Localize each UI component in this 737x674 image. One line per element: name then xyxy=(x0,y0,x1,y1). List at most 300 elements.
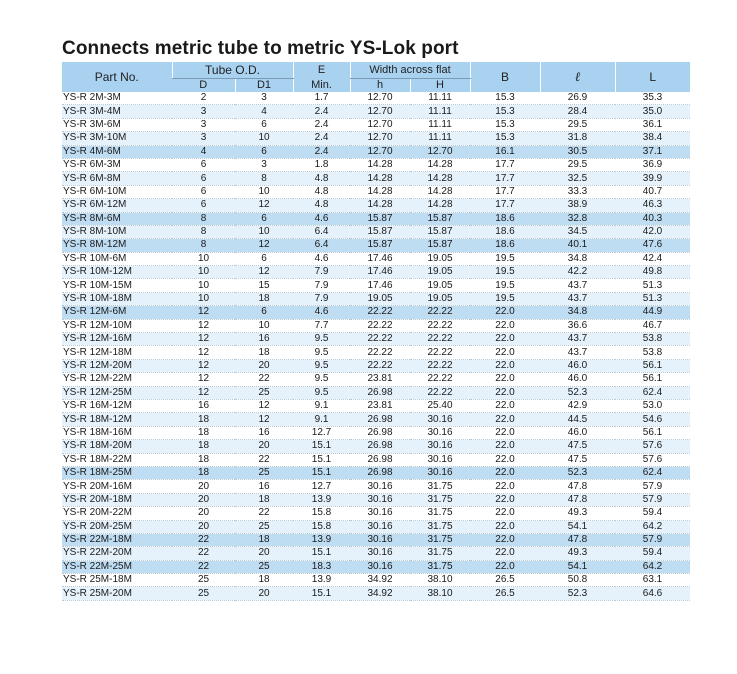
l-cell: 63.1 xyxy=(615,574,690,587)
h-small-cell: 15.87 xyxy=(350,225,410,238)
d-cell: 3 xyxy=(172,118,235,131)
part-no-cell: YS-R 10M-18M xyxy=(62,292,172,305)
e-min-cell: 2.4 xyxy=(293,145,350,158)
l-cell: 53.0 xyxy=(615,399,690,412)
header-d1: D1 xyxy=(235,79,293,93)
b-cell: 22.0 xyxy=(470,399,540,412)
part-no-cell: YS-R 4M-6M xyxy=(62,145,172,158)
d1-cell: 12 xyxy=(235,413,293,426)
d-cell: 10 xyxy=(172,292,235,305)
d1-cell: 15 xyxy=(235,279,293,292)
h-big-cell: 22.22 xyxy=(410,306,470,319)
d1-cell: 18 xyxy=(235,533,293,546)
l-cell: 42.0 xyxy=(615,225,690,238)
part-no-cell: YS-R 6M-12M xyxy=(62,199,172,212)
l-cell: 57.9 xyxy=(615,480,690,493)
table-row xyxy=(62,158,690,171)
l-script-cell: 33.3 xyxy=(540,185,615,198)
h-big-cell: 30.16 xyxy=(410,426,470,439)
e-min-cell: 7.9 xyxy=(293,266,350,279)
l-script-cell: 40.1 xyxy=(540,239,615,252)
h-small-cell: 26.98 xyxy=(350,440,410,453)
l-script-cell: 46.0 xyxy=(540,426,615,439)
l-script-cell: 46.0 xyxy=(540,373,615,386)
table-row xyxy=(62,172,690,185)
table-row xyxy=(62,493,690,506)
l-cell: 38.4 xyxy=(615,132,690,145)
l-cell: 44.9 xyxy=(615,306,690,319)
b-cell: 26.5 xyxy=(470,587,540,600)
h-big-cell: 30.16 xyxy=(410,466,470,479)
b-cell: 19.5 xyxy=(470,279,540,292)
d1-cell: 12 xyxy=(235,239,293,252)
l-script-cell: 50.8 xyxy=(540,574,615,587)
l-cell: 51.3 xyxy=(615,279,690,292)
d1-cell: 16 xyxy=(235,426,293,439)
d1-cell: 12 xyxy=(235,266,293,279)
b-cell: 22.0 xyxy=(470,426,540,439)
d1-cell: 25 xyxy=(235,466,293,479)
part-no-cell: YS-R 3M-6M xyxy=(62,118,172,131)
h-small-cell: 26.98 xyxy=(350,413,410,426)
l-script-cell: 26.9 xyxy=(540,92,615,105)
d-cell: 22 xyxy=(172,547,235,560)
part-no-cell: YS-R 12M-6M xyxy=(62,306,172,319)
h-small-cell: 30.16 xyxy=(350,520,410,533)
part-no-cell: YS-R 22M-25M xyxy=(62,560,172,573)
d-cell: 18 xyxy=(172,413,235,426)
table-row xyxy=(62,92,690,105)
b-cell: 22.0 xyxy=(470,359,540,372)
b-cell: 22.0 xyxy=(470,386,540,399)
e-min-cell: 4.6 xyxy=(293,212,350,225)
e-min-cell: 9.1 xyxy=(293,413,350,426)
d1-cell: 20 xyxy=(235,440,293,453)
table-row xyxy=(62,252,690,265)
d1-cell: 3 xyxy=(235,92,293,105)
l-script-cell: 52.3 xyxy=(540,466,615,479)
e-min-cell: 4.8 xyxy=(293,172,350,185)
e-min-cell: 15.1 xyxy=(293,453,350,466)
d-cell: 25 xyxy=(172,587,235,600)
d-cell: 22 xyxy=(172,533,235,546)
h-big-cell: 25.40 xyxy=(410,399,470,412)
l-cell: 57.6 xyxy=(615,440,690,453)
d1-cell: 12 xyxy=(235,199,293,212)
d1-cell: 10 xyxy=(235,225,293,238)
l-cell: 54.6 xyxy=(615,413,690,426)
l-cell: 57.9 xyxy=(615,533,690,546)
d-cell: 10 xyxy=(172,266,235,279)
e-min-cell: 7.9 xyxy=(293,292,350,305)
l-cell: 57.9 xyxy=(615,493,690,506)
b-cell: 22.0 xyxy=(470,480,540,493)
h-small-cell: 14.28 xyxy=(350,199,410,212)
d1-cell: 6 xyxy=(235,118,293,131)
table-row xyxy=(62,480,690,493)
d1-cell: 6 xyxy=(235,145,293,158)
d1-cell: 20 xyxy=(235,547,293,560)
l-cell: 56.1 xyxy=(615,373,690,386)
d-cell: 18 xyxy=(172,426,235,439)
e-min-cell: 12.7 xyxy=(293,426,350,439)
d-cell: 12 xyxy=(172,386,235,399)
l-cell: 56.1 xyxy=(615,426,690,439)
l-script-cell: 52.3 xyxy=(540,587,615,600)
d-cell: 20 xyxy=(172,493,235,506)
b-cell: 17.7 xyxy=(470,185,540,198)
l-cell: 37.1 xyxy=(615,145,690,158)
h-big-cell: 22.22 xyxy=(410,359,470,372)
l-script-cell: 54.1 xyxy=(540,520,615,533)
l-script-cell: 34.5 xyxy=(540,225,615,238)
table-row xyxy=(62,145,690,158)
l-cell: 40.7 xyxy=(615,185,690,198)
d-cell: 10 xyxy=(172,252,235,265)
e-min-cell: 13.9 xyxy=(293,493,350,506)
h-small-cell: 17.46 xyxy=(350,266,410,279)
l-script-cell: 42.2 xyxy=(540,266,615,279)
part-no-cell: YS-R 18M-22M xyxy=(62,453,172,466)
e-min-cell: 15.1 xyxy=(293,547,350,560)
part-no-cell: YS-R 20M-18M xyxy=(62,493,172,506)
b-cell: 22.0 xyxy=(470,520,540,533)
b-cell: 15.3 xyxy=(470,118,540,131)
b-cell: 15.3 xyxy=(470,132,540,145)
l-script-cell: 47.8 xyxy=(540,533,615,546)
table-row xyxy=(62,587,690,600)
table-row xyxy=(62,212,690,225)
b-cell: 22.0 xyxy=(470,507,540,520)
part-no-cell: YS-R 2M-3M xyxy=(62,92,172,105)
h-big-cell: 14.28 xyxy=(410,185,470,198)
e-min-cell: 9.5 xyxy=(293,386,350,399)
h-big-cell: 11.11 xyxy=(410,118,470,131)
b-cell: 26.5 xyxy=(470,574,540,587)
h-big-cell: 31.75 xyxy=(410,507,470,520)
l-cell: 36.9 xyxy=(615,158,690,171)
h-small-cell: 14.28 xyxy=(350,158,410,171)
part-no-cell: YS-R 6M-8M xyxy=(62,172,172,185)
l-cell: 35.3 xyxy=(615,92,690,105)
e-min-cell: 9.5 xyxy=(293,346,350,359)
e-min-cell: 4.8 xyxy=(293,185,350,198)
l-script-cell: 47.8 xyxy=(540,480,615,493)
l-script-cell: 49.3 xyxy=(540,547,615,560)
d-cell: 4 xyxy=(172,145,235,158)
table-row xyxy=(62,373,690,386)
d-cell: 20 xyxy=(172,520,235,533)
part-no-cell: YS-R 20M-16M xyxy=(62,480,172,493)
h-small-cell: 30.16 xyxy=(350,533,410,546)
b-cell: 22.0 xyxy=(470,533,540,546)
h-small-cell: 30.16 xyxy=(350,480,410,493)
h-big-cell: 14.28 xyxy=(410,158,470,171)
b-cell: 22.0 xyxy=(470,306,540,319)
h-big-cell: 22.22 xyxy=(410,373,470,386)
d1-cell: 10 xyxy=(235,132,293,145)
table-title: Connects metric tube to metric YS-Lok port xyxy=(62,38,459,59)
header-l: L xyxy=(615,62,690,92)
b-cell: 22.0 xyxy=(470,373,540,386)
b-cell: 18.6 xyxy=(470,212,540,225)
table-row xyxy=(62,185,690,198)
table-row xyxy=(62,466,690,479)
table-row xyxy=(62,426,690,439)
part-no-cell: YS-R 25M-20M xyxy=(62,587,172,600)
h-small-cell: 34.92 xyxy=(350,574,410,587)
l-script-cell: 28.4 xyxy=(540,105,615,118)
table-row xyxy=(62,225,690,238)
table-row xyxy=(62,333,690,346)
d-cell: 10 xyxy=(172,279,235,292)
l-cell: 40.3 xyxy=(615,212,690,225)
header-l-script: ℓ xyxy=(540,62,615,92)
d-cell: 18 xyxy=(172,440,235,453)
h-big-cell: 22.22 xyxy=(410,319,470,332)
table-row xyxy=(62,386,690,399)
l-script-cell: 42.9 xyxy=(540,399,615,412)
part-no-cell: YS-R 22M-18M xyxy=(62,533,172,546)
e-min-cell: 6.4 xyxy=(293,239,350,252)
l-script-cell: 29.5 xyxy=(540,118,615,131)
h-small-cell: 26.98 xyxy=(350,453,410,466)
b-cell: 22.0 xyxy=(470,346,540,359)
h-small-cell: 12.70 xyxy=(350,118,410,131)
d1-cell: 22 xyxy=(235,453,293,466)
h-big-cell: 31.75 xyxy=(410,533,470,546)
part-no-cell: YS-R 3M-10M xyxy=(62,132,172,145)
h-small-cell: 14.28 xyxy=(350,172,410,185)
e-min-cell: 13.9 xyxy=(293,574,350,587)
d-cell: 6 xyxy=(172,172,235,185)
d1-cell: 18 xyxy=(235,574,293,587)
table-row xyxy=(62,199,690,212)
l-script-cell: 52.3 xyxy=(540,386,615,399)
e-min-cell: 2.4 xyxy=(293,132,350,145)
d-cell: 16 xyxy=(172,399,235,412)
b-cell: 22.0 xyxy=(470,547,540,560)
h-big-cell: 15.87 xyxy=(410,212,470,225)
d-cell: 12 xyxy=(172,359,235,372)
b-cell: 19.5 xyxy=(470,266,540,279)
h-big-cell: 14.28 xyxy=(410,172,470,185)
d-cell: 2 xyxy=(172,92,235,105)
b-cell: 22.0 xyxy=(470,319,540,332)
table-row xyxy=(62,547,690,560)
l-cell: 36.1 xyxy=(615,118,690,131)
part-no-cell: YS-R 22M-20M xyxy=(62,547,172,560)
h-big-cell: 22.22 xyxy=(410,386,470,399)
h-small-cell: 14.28 xyxy=(350,185,410,198)
l-script-cell: 36.6 xyxy=(540,319,615,332)
d-cell: 12 xyxy=(172,346,235,359)
e-min-cell: 9.5 xyxy=(293,333,350,346)
b-cell: 19.5 xyxy=(470,252,540,265)
d1-cell: 18 xyxy=(235,493,293,506)
b-cell: 15.3 xyxy=(470,92,540,105)
table-row xyxy=(62,440,690,453)
e-min-cell: 2.4 xyxy=(293,118,350,131)
e-min-cell: 13.9 xyxy=(293,533,350,546)
h-big-cell: 31.75 xyxy=(410,520,470,533)
table-row xyxy=(62,533,690,546)
l-script-cell: 32.8 xyxy=(540,212,615,225)
e-min-cell: 9.1 xyxy=(293,399,350,412)
part-no-cell: YS-R 18M-12M xyxy=(62,413,172,426)
b-cell: 22.0 xyxy=(470,493,540,506)
h-big-cell: 22.22 xyxy=(410,333,470,346)
l-script-cell: 54.1 xyxy=(540,560,615,573)
b-cell: 19.5 xyxy=(470,292,540,305)
d-cell: 3 xyxy=(172,105,235,118)
d1-cell: 25 xyxy=(235,520,293,533)
h-small-cell: 19.05 xyxy=(350,292,410,305)
d-cell: 18 xyxy=(172,453,235,466)
part-no-cell: YS-R 8M-12M xyxy=(62,239,172,252)
h-small-cell: 17.46 xyxy=(350,252,410,265)
h-small-cell: 22.22 xyxy=(350,319,410,332)
h-big-cell: 31.75 xyxy=(410,560,470,573)
b-cell: 17.7 xyxy=(470,172,540,185)
d1-cell: 20 xyxy=(235,587,293,600)
h-small-cell: 12.70 xyxy=(350,92,410,105)
d1-cell: 25 xyxy=(235,560,293,573)
h-small-cell: 30.16 xyxy=(350,493,410,506)
h-small-cell: 15.87 xyxy=(350,239,410,252)
d1-cell: 18 xyxy=(235,292,293,305)
l-script-cell: 47.5 xyxy=(540,453,615,466)
b-cell: 22.0 xyxy=(470,333,540,346)
table-row xyxy=(62,279,690,292)
table-row xyxy=(62,319,690,332)
d1-cell: 4 xyxy=(235,105,293,118)
d-cell: 6 xyxy=(172,199,235,212)
part-no-cell: YS-R 10M-6M xyxy=(62,252,172,265)
d-cell: 8 xyxy=(172,212,235,225)
part-no-cell: YS-R 16M-12M xyxy=(62,399,172,412)
e-min-cell: 4.6 xyxy=(293,306,350,319)
h-big-cell: 30.16 xyxy=(410,453,470,466)
d1-cell: 18 xyxy=(235,346,293,359)
d1-cell: 16 xyxy=(235,333,293,346)
l-script-cell: 43.7 xyxy=(540,292,615,305)
d-cell: 12 xyxy=(172,373,235,386)
l-cell: 53.8 xyxy=(615,333,690,346)
h-small-cell: 22.22 xyxy=(350,333,410,346)
h-big-cell: 14.28 xyxy=(410,199,470,212)
h-big-cell: 30.16 xyxy=(410,413,470,426)
l-script-cell: 43.7 xyxy=(540,279,615,292)
l-script-cell: 43.7 xyxy=(540,346,615,359)
table-body xyxy=(62,92,690,600)
part-no-cell: YS-R 20M-25M xyxy=(62,520,172,533)
b-cell: 18.6 xyxy=(470,239,540,252)
h-big-cell: 12.70 xyxy=(410,145,470,158)
l-script-cell: 30.5 xyxy=(540,145,615,158)
l-script-cell: 31.8 xyxy=(540,132,615,145)
h-big-cell: 31.75 xyxy=(410,547,470,560)
part-no-cell: YS-R 10M-12M xyxy=(62,266,172,279)
l-script-cell: 32.5 xyxy=(540,172,615,185)
l-script-cell: 47.8 xyxy=(540,493,615,506)
d-cell: 20 xyxy=(172,507,235,520)
h-big-cell: 38.10 xyxy=(410,587,470,600)
b-cell: 15.3 xyxy=(470,105,540,118)
d-cell: 25 xyxy=(172,574,235,587)
part-no-cell: YS-R 6M-10M xyxy=(62,185,172,198)
h-big-cell: 11.11 xyxy=(410,92,470,105)
b-cell: 22.0 xyxy=(470,413,540,426)
table-row xyxy=(62,105,690,118)
b-cell: 16.1 xyxy=(470,145,540,158)
d1-cell: 12 xyxy=(235,399,293,412)
l-script-cell: 29.5 xyxy=(540,158,615,171)
table-row xyxy=(62,132,690,145)
h-big-cell: 38.10 xyxy=(410,574,470,587)
table-row xyxy=(62,520,690,533)
d1-cell: 10 xyxy=(235,319,293,332)
part-no-cell: YS-R 3M-4M xyxy=(62,105,172,118)
d-cell: 12 xyxy=(172,333,235,346)
h-small-cell: 34.92 xyxy=(350,587,410,600)
e-min-cell: 1.7 xyxy=(293,92,350,105)
l-cell: 47.6 xyxy=(615,239,690,252)
e-min-cell: 9.5 xyxy=(293,359,350,372)
part-no-cell: YS-R 10M-15M xyxy=(62,279,172,292)
part-no-cell: YS-R 12M-20M xyxy=(62,359,172,372)
part-no-cell: YS-R 18M-25M xyxy=(62,466,172,479)
table-row xyxy=(62,359,690,372)
h-small-cell: 12.70 xyxy=(350,132,410,145)
l-cell: 46.7 xyxy=(615,319,690,332)
d-cell: 8 xyxy=(172,225,235,238)
h-big-cell: 19.05 xyxy=(410,279,470,292)
e-min-cell: 4.8 xyxy=(293,199,350,212)
h-big-cell: 15.87 xyxy=(410,239,470,252)
part-no-cell: YS-R 12M-22M xyxy=(62,373,172,386)
table-row xyxy=(62,306,690,319)
part-no-cell: YS-R 20M-22M xyxy=(62,507,172,520)
l-cell: 46.3 xyxy=(615,199,690,212)
e-min-cell: 4.6 xyxy=(293,252,350,265)
h-small-cell: 23.81 xyxy=(350,399,410,412)
d-cell: 6 xyxy=(172,158,235,171)
h-small-cell: 17.46 xyxy=(350,279,410,292)
e-min-cell: 1.8 xyxy=(293,158,350,171)
b-cell: 22.0 xyxy=(470,453,540,466)
h-small-cell: 30.16 xyxy=(350,547,410,560)
h-big-cell: 30.16 xyxy=(410,440,470,453)
l-cell: 64.2 xyxy=(615,560,690,573)
table-row xyxy=(62,574,690,587)
l-script-cell: 44.5 xyxy=(540,413,615,426)
b-cell: 22.0 xyxy=(470,440,540,453)
l-cell: 62.4 xyxy=(615,466,690,479)
part-no-cell: YS-R 12M-25M xyxy=(62,386,172,399)
d-cell: 18 xyxy=(172,466,235,479)
part-no-cell: YS-R 12M-10M xyxy=(62,319,172,332)
d-cell: 8 xyxy=(172,239,235,252)
part-no-cell: YS-R 12M-18M xyxy=(62,346,172,359)
h-small-cell: 22.22 xyxy=(350,359,410,372)
l-cell: 53.8 xyxy=(615,346,690,359)
d1-cell: 22 xyxy=(235,373,293,386)
l-cell: 49.8 xyxy=(615,266,690,279)
e-min-cell: 18.3 xyxy=(293,560,350,573)
d-cell: 3 xyxy=(172,132,235,145)
h-small-cell: 30.16 xyxy=(350,507,410,520)
